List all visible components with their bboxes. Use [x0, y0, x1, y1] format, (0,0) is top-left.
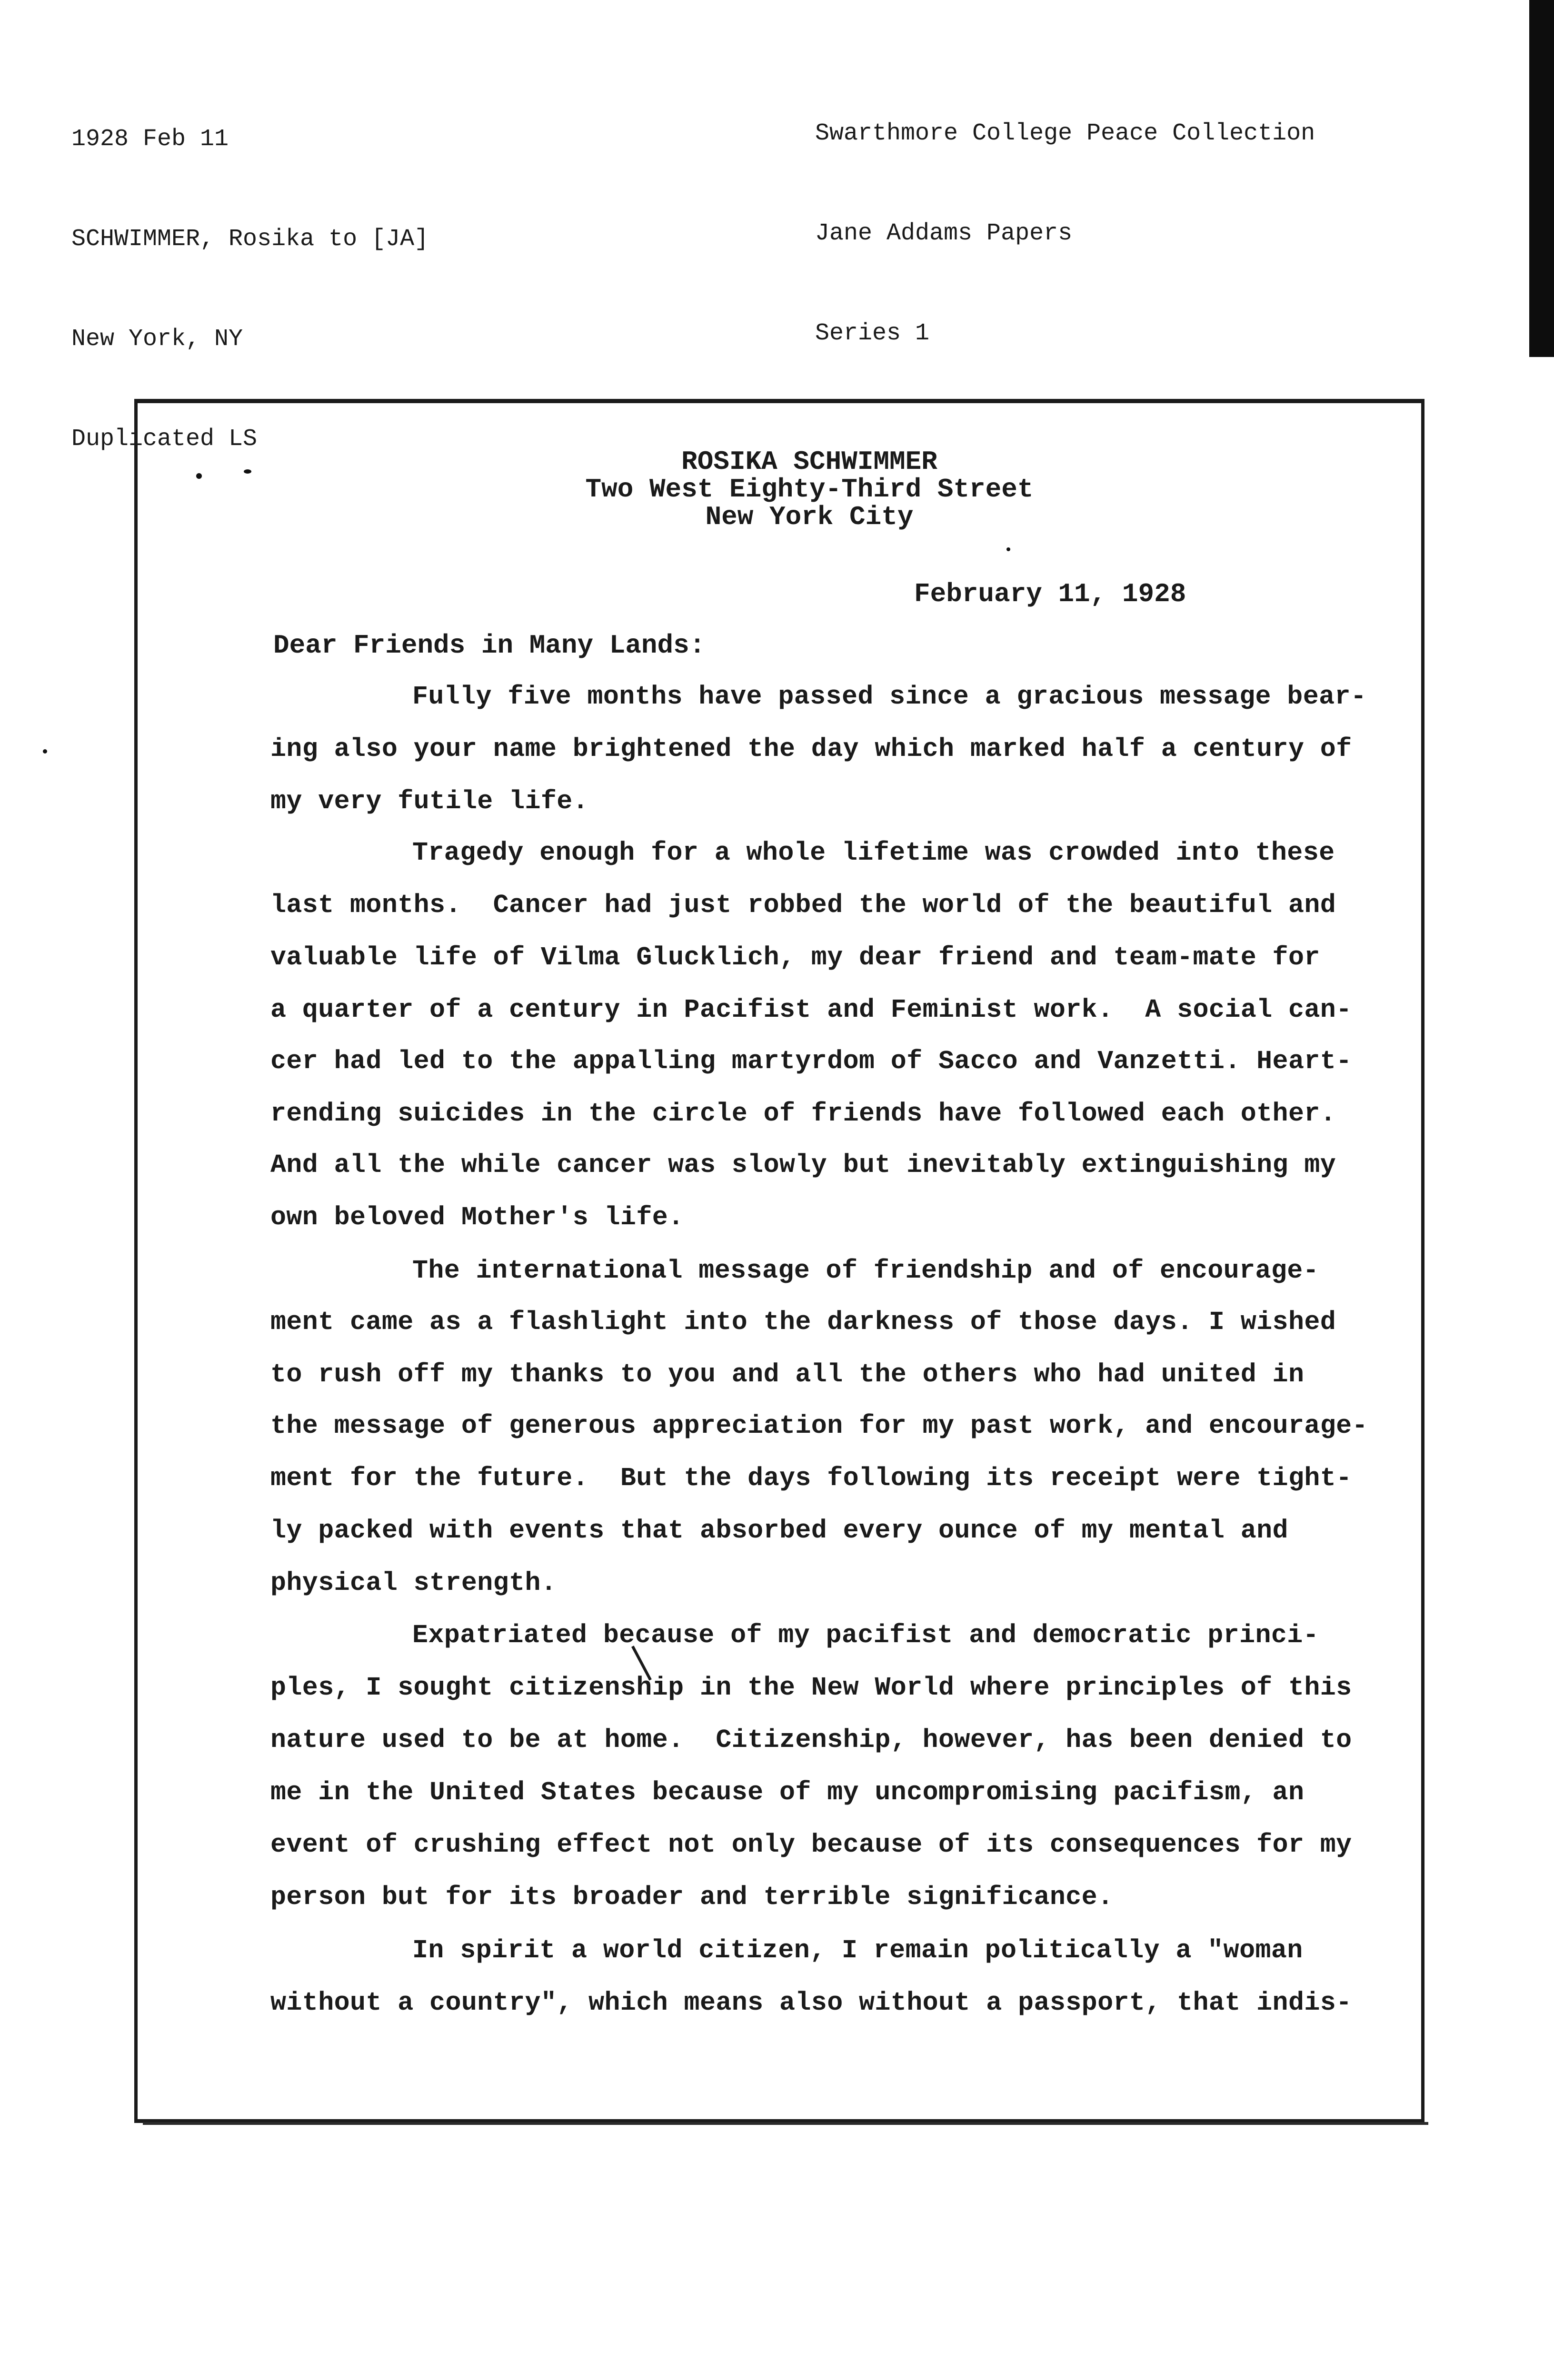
ink-speck — [244, 469, 251, 474]
body-line: Expatriated because of my pacifist and democratic princi- — [412, 1620, 1319, 1650]
body-line: ment came as a flashlight into the darkness of those days. I wished — [270, 1307, 1336, 1337]
body-line: rending suicides in the circle of friends have followed each other. — [270, 1099, 1336, 1129]
body-line: ly packed with events that absorbed every ounce of my mental and — [270, 1516, 1288, 1546]
collection-papers: Jane Addams Papers — [815, 220, 1073, 247]
salutation: Dear Friends in Many Lands: — [273, 630, 706, 661]
body-line: without a country", which means also without a passport, that indis- — [270, 1988, 1352, 2018]
body-line: cer had led to the appalling martyrdom of Sacco and Vanzetti. Heart- — [270, 1046, 1352, 1076]
archive-collection-info — [815, 50, 1315, 384]
body-line: the message of generous appreciation for my past work, and encourage- — [270, 1411, 1368, 1441]
letterhead-name: ROSIKA SCHWIMMER — [681, 446, 937, 477]
catalog-place: New York, NY — [71, 326, 243, 353]
ink-speck — [196, 473, 202, 479]
body-line: my very futile life. — [270, 786, 589, 816]
body-line: The international message of friendship and of encourage- — [412, 1256, 1319, 1286]
body-line: valuable life of Vilma Glucklich, my dear friend and team-mate for — [270, 942, 1320, 972]
collection-series: Series 1 — [815, 320, 930, 347]
body-line: me in the United States because of my uncompromising pacifism, an — [270, 1777, 1305, 1807]
catalog-correspondents: SCHWIMMER, Rosika to [JA] — [71, 226, 429, 253]
catalog-date: 1928 Feb 11 — [71, 126, 229, 153]
body-line: In spirit a world citizen, I remain politically a "woman — [412, 1935, 1303, 1965]
body-line: ing also your name brightened the day which marked half a century of — [270, 734, 1352, 764]
ink-speck — [1006, 547, 1010, 551]
body-line: physical strength. — [270, 1568, 557, 1598]
letterhead-street: Two West Eighty-Third Street — [585, 474, 1034, 505]
letterhead-city: New York City — [705, 502, 914, 532]
scan-border — [1529, 0, 1554, 357]
body-line: Fully five months have passed since a gracious message bear- — [412, 682, 1367, 712]
body-line: And all the while cancer was slowly but inevitably extinguishing my — [270, 1150, 1336, 1180]
body-line: last months. Cancer had just robbed the world of the beautiful and — [270, 890, 1336, 920]
collection-name: Swarthmore College Peace Collection — [815, 120, 1315, 147]
body-line: nature used to be at home. Citizenship, however, has been denied to — [270, 1725, 1352, 1755]
ink-speck — [43, 749, 47, 754]
letter-date: February 11, 1928 — [914, 579, 1186, 609]
catalog-doc-type: Duplicated LS — [71, 426, 258, 453]
body-line: ment for the future. But the days following its receipt were tight- — [270, 1463, 1352, 1493]
body-line: person but for its broader and terrible significance. — [270, 1882, 1114, 1912]
body-line: a quarter of a century in Pacifist and Feminist work. A social can- — [270, 995, 1352, 1025]
letter-frame-shadow — [143, 2122, 1428, 2125]
body-line: ples, I sought citizenship in the New World where principles of this — [270, 1673, 1352, 1703]
body-line: own beloved Mother's life. — [270, 1202, 684, 1232]
body-line: Tragedy enough for a whole lifetime was crowded into these — [412, 838, 1335, 868]
body-line: event of crushing effect not only because of its consequences for my — [270, 1830, 1352, 1860]
body-line: to rush off my thanks to you and all the others who had united in — [270, 1359, 1305, 1389]
